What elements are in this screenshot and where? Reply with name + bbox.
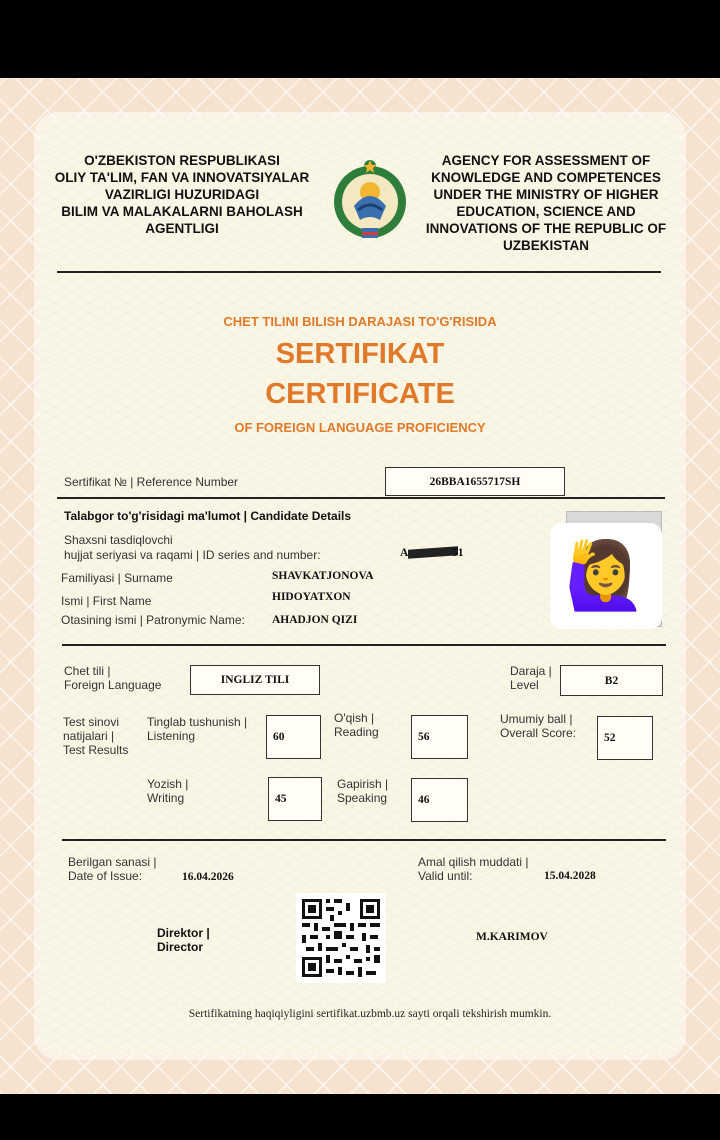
speaking-label <box>337 777 388 805</box>
header-left-line: BILIM VA MALAKALARNI BAHOLASH <box>61 204 303 219</box>
top-black-bar <box>0 0 720 78</box>
candidate-photo-emoji: 🙋‍♀️ <box>550 523 662 629</box>
reading-score-box <box>411 715 468 759</box>
director-name: M.KARIMOV <box>476 931 548 943</box>
header-left-org <box>48 152 316 237</box>
speaking-label-line: Gapirish | <box>337 777 389 791</box>
language-label-line: Foreign Language <box>64 678 162 692</box>
test-results-label <box>63 715 128 757</box>
valid-until-label-line: Amal qilish muddati | <box>418 855 529 869</box>
issue-date-label <box>68 855 157 883</box>
header-right-line: AGENCY FOR ASSESSMENT OF <box>441 153 651 168</box>
listening-score-box <box>266 715 321 759</box>
speaking-label-line: Speaking <box>337 791 388 805</box>
listening-label-line: Listening <box>147 729 196 743</box>
reference-number-box <box>385 467 565 496</box>
valid-until-value: 15.04.2028 <box>544 870 596 882</box>
issue-date-value: 16.04.2026 <box>182 871 234 883</box>
header-left-line: O'ZBEKISTON RESPUBLIKASI <box>84 153 280 168</box>
level-value: B2 <box>604 674 619 687</box>
test-results-label-line: Test sinovi <box>63 715 120 729</box>
reading-label <box>334 711 379 739</box>
level-label-line: Daraja | <box>510 664 552 678</box>
language-value: INGLIZ TILI <box>220 674 290 686</box>
header-left-line: AGENTLIGI <box>145 221 219 236</box>
header-right-org <box>420 152 672 254</box>
candidate-section-title: Talabgor to'g'risidagi ma'lumot | Candidate Details <box>64 509 352 523</box>
overall-score-box <box>597 716 653 760</box>
first-name-value: HIDOYATXON <box>272 591 351 603</box>
patronymic-label: Otasining ismi | Patronymic Name: <box>61 613 245 627</box>
listening-score: 60 <box>273 731 285 743</box>
level-label <box>510 664 552 692</box>
title-subtitle-bottom: OF FOREIGN LANGUAGE PROFICIENCY <box>234 420 486 435</box>
valid-until-label <box>418 855 529 883</box>
reference-label: Sertifikat № | Reference Number <box>64 475 239 489</box>
verification-note: Sertifikatning haqiqiyligini sertifikat.uzbmb.uz sayti orqali tekshirish mumkin. <box>188 1008 552 1020</box>
reading-score: 56 <box>418 731 430 743</box>
qr-code-icon[interactable] <box>296 893 386 983</box>
reading-label-line: O'qish | <box>334 711 375 725</box>
title-subtitle-top: CHET TILINI BILISH DARAJASI TO'G'RISIDA <box>223 314 497 329</box>
valid-until-label-line: Valid until: <box>418 869 473 883</box>
id-value-suffix: 51 <box>452 547 464 559</box>
issue-date-label-line: Berilgan sanasi | <box>68 855 157 869</box>
header-right-line: KNOWLEDGE AND COMPETENCES <box>431 170 661 185</box>
overall-label <box>500 712 576 740</box>
candidate-divider <box>62 644 666 646</box>
first-name-label: Ismi | First Name <box>61 594 152 608</box>
surname-value: SHAVKATJONOVA <box>272 570 374 582</box>
bottom-black-bar <box>0 1094 720 1140</box>
test-results-label-line: Test Results <box>63 743 129 757</box>
header-left-line: OLIY TA'LIM, FAN VA INNOVATSIYALAR <box>54 170 310 185</box>
reference-divider <box>57 497 665 499</box>
state-emblem-icon <box>328 156 412 244</box>
listening-label-line: Tinglab tushunish | <box>147 715 248 729</box>
writing-label <box>147 777 188 805</box>
language-box <box>190 665 320 695</box>
writing-label-line: Writing <box>147 791 185 805</box>
director-label-line: Director <box>157 940 204 954</box>
listening-label <box>147 715 247 743</box>
writing-score: 45 <box>275 793 287 805</box>
language-label <box>64 664 161 692</box>
director-label <box>157 926 210 954</box>
id-label-line2: hujjat seriyasi va raqami | ID series and number: <box>64 548 321 562</box>
overall-label-line: Overall Score: <box>500 726 577 740</box>
level-label-line: Level <box>510 678 539 692</box>
language-label-line: Chet tili | <box>64 664 111 678</box>
level-box <box>560 665 663 696</box>
header-divider <box>57 271 661 273</box>
test-results-label-line: natijalari | <box>63 729 115 743</box>
reading-label-line: Reading <box>334 725 379 739</box>
surname-label: Familiyasi | Surname <box>61 571 173 585</box>
patronymic-value: AHADJON QIZI <box>272 614 358 626</box>
id-value-prefix: A <box>400 547 409 559</box>
header-right-line: INNOVATIONS OF THE REPUBLIC OF <box>425 221 667 236</box>
writing-score-box <box>268 777 322 821</box>
writing-label-line: Yozish | <box>147 777 189 791</box>
speaking-score-box <box>411 778 468 822</box>
header-right-line: EDUCATION, SCIENCE AND <box>456 204 636 219</box>
header-right-line: UZBEKISTAN <box>503 238 589 253</box>
header-left-line: VAZIRLIGI HUZURIDAGI <box>104 187 260 202</box>
director-label-line: Direktor | <box>157 926 210 940</box>
header-right-line: UNDER THE MINISTRY OF HIGHER <box>433 187 659 202</box>
issue-date-label-line: Date of Issue: <box>68 869 143 883</box>
overall-score: 52 <box>604 732 616 744</box>
results-divider <box>62 839 666 841</box>
title-certificate: CERTIFICATE <box>265 378 455 410</box>
overall-label-line: Umumiy ball | <box>500 712 573 726</box>
id-label-line1: Shaxsni tasdiqlovchi <box>64 533 173 547</box>
reference-number-value: 26BBA1655717SH <box>429 475 521 488</box>
title-sertifikat: SERTIFIKAT <box>275 338 445 370</box>
speaking-score: 46 <box>418 794 430 806</box>
